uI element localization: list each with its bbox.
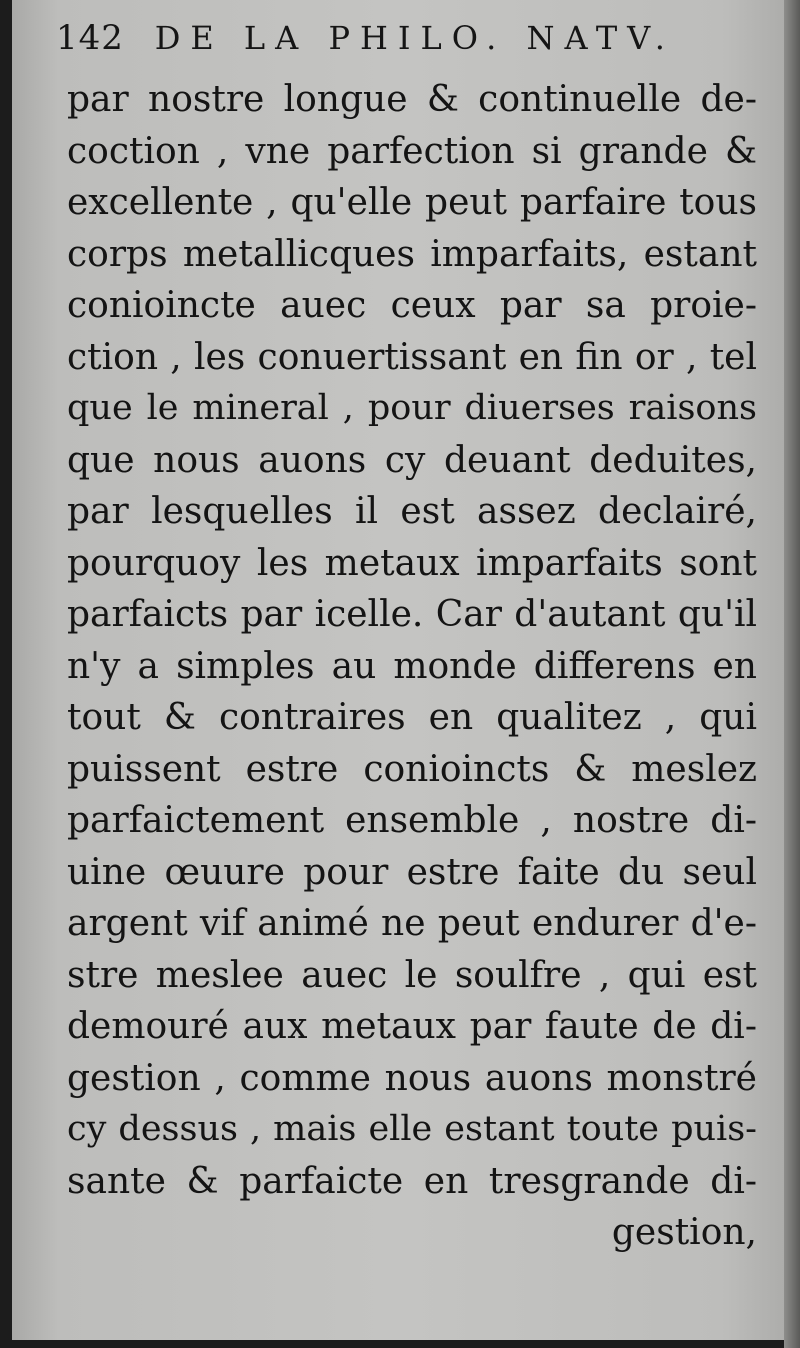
text-line: argent vif animé ne peut endurer d'e- [67, 903, 757, 944]
text-line: que nous auons cy deuant deduites, [67, 439, 757, 481]
text-line: demouré aux metaux par faute de di- [67, 1006, 757, 1047]
text-line: conioincte auec ceux par sa proie- [67, 285, 757, 326]
text-line: parfaictement ensemble , nostre di- [67, 800, 757, 841]
running-title: DE LA PHILO. NATV. [154, 19, 675, 57]
text-line: excellente , qu'elle peut parfaire tous [67, 182, 757, 223]
text-line: pourquoy les metaux imparfaits sont [67, 542, 757, 584]
page-edge-shadow [784, 0, 800, 1348]
text-line: tout & contraires en qualitez , qui [67, 697, 757, 738]
text-line: gestion , comme nous auons monstré [67, 1057, 757, 1099]
running-head [56, 18, 756, 68]
text-line: que le mineral , pour diuerses raisons [67, 388, 757, 428]
text-line: par nostre longue & continuelle de- [67, 79, 757, 120]
text-line: puissent estre conioincts & meslez [67, 748, 757, 790]
page-number: 142 [56, 18, 124, 58]
text-line: parfaicts par icelle. Car d'autant qu'il [67, 594, 757, 635]
text-line: cy dessus , mais elle estant toute puis- [67, 1109, 757, 1149]
text-line: corps metallicques imparfaits, estant [67, 233, 757, 275]
text-line: par lesquelles il est assez declairé, [67, 491, 757, 532]
text-line: n'y a simples au monde differens en [67, 645, 757, 687]
text-line: coction , vne parfection si grande & [67, 130, 757, 172]
body-text [67, 74, 757, 1259]
book-page [12, 0, 784, 1340]
text-line: uine œuure pour estre faite du seul [67, 851, 757, 893]
text-line: sante & parfaicte en tresgrande di- [67, 1160, 757, 1202]
text-line-last: gestion, [611, 1212, 757, 1253]
text-line: stre meslee auec le soulfre , qui est [67, 954, 757, 996]
text-line: ction , les conuertissant en fin or , tel [67, 336, 757, 378]
